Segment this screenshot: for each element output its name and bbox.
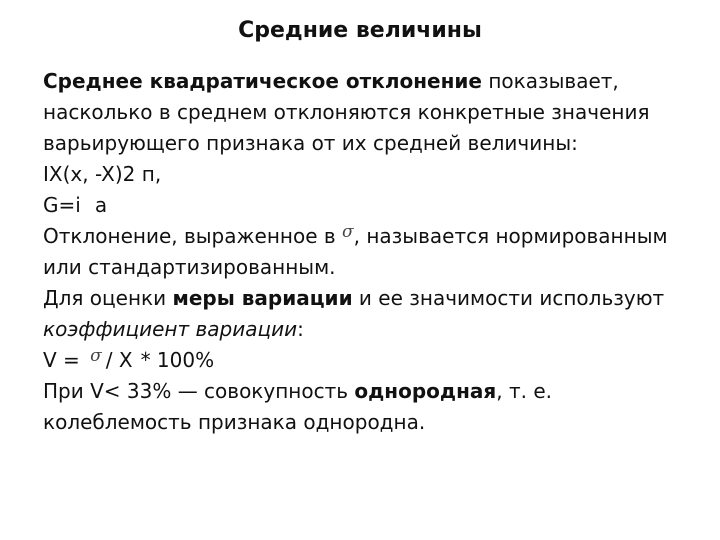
variation-part2: и ее значимости используют: [352, 286, 665, 310]
formula-line-2: [43, 190, 703, 221]
variation-paragraph: [43, 283, 703, 345]
cv-formula: [43, 345, 703, 376]
sigma-symbol: σ: [342, 222, 354, 242]
slide-title: Средние величины: [238, 18, 482, 43]
cv-formula-right: * 100%: [140, 348, 215, 372]
conclusion-part2: , т. е. колеблемость признака однородна.: [43, 379, 552, 434]
conclusion-paragraph: [43, 376, 703, 438]
cv-formula-left: V =: [43, 348, 87, 372]
definition-term: Среднее квадратическое отклонение: [43, 69, 482, 93]
conclusion-bold: однородная: [354, 379, 497, 403]
variation-part1: Для оценки: [43, 286, 173, 310]
formula-line-1: [43, 159, 703, 190]
definition-text: показывает, насколько в среднем отклоняются конкретные значения варьирующего признака от их средней величины:: [43, 69, 650, 155]
formula-line-2-left: G=i: [43, 193, 81, 217]
normalized-before: Отклонение, выраженное в: [43, 224, 343, 248]
cv-formula-middle: / X: [105, 348, 133, 372]
variation-bold: меры вариации: [172, 286, 353, 310]
variation-italic: коэффициент вариации: [43, 317, 298, 341]
normalized-after: , называется нормированным или стандартизированным.: [43, 224, 668, 279]
conclusion-part1: При V< 33% — совокупность: [43, 379, 355, 403]
normalized-paragraph: [43, 221, 703, 283]
formula-line-2-right: a: [94, 193, 108, 217]
variation-part3: :: [297, 317, 304, 341]
cv-sigma-symbol: σ: [90, 346, 102, 366]
slide-body: [43, 66, 703, 438]
formula-line-1-text: IX(x, -X)2 п,: [43, 162, 162, 186]
definition-paragraph: [43, 66, 703, 159]
